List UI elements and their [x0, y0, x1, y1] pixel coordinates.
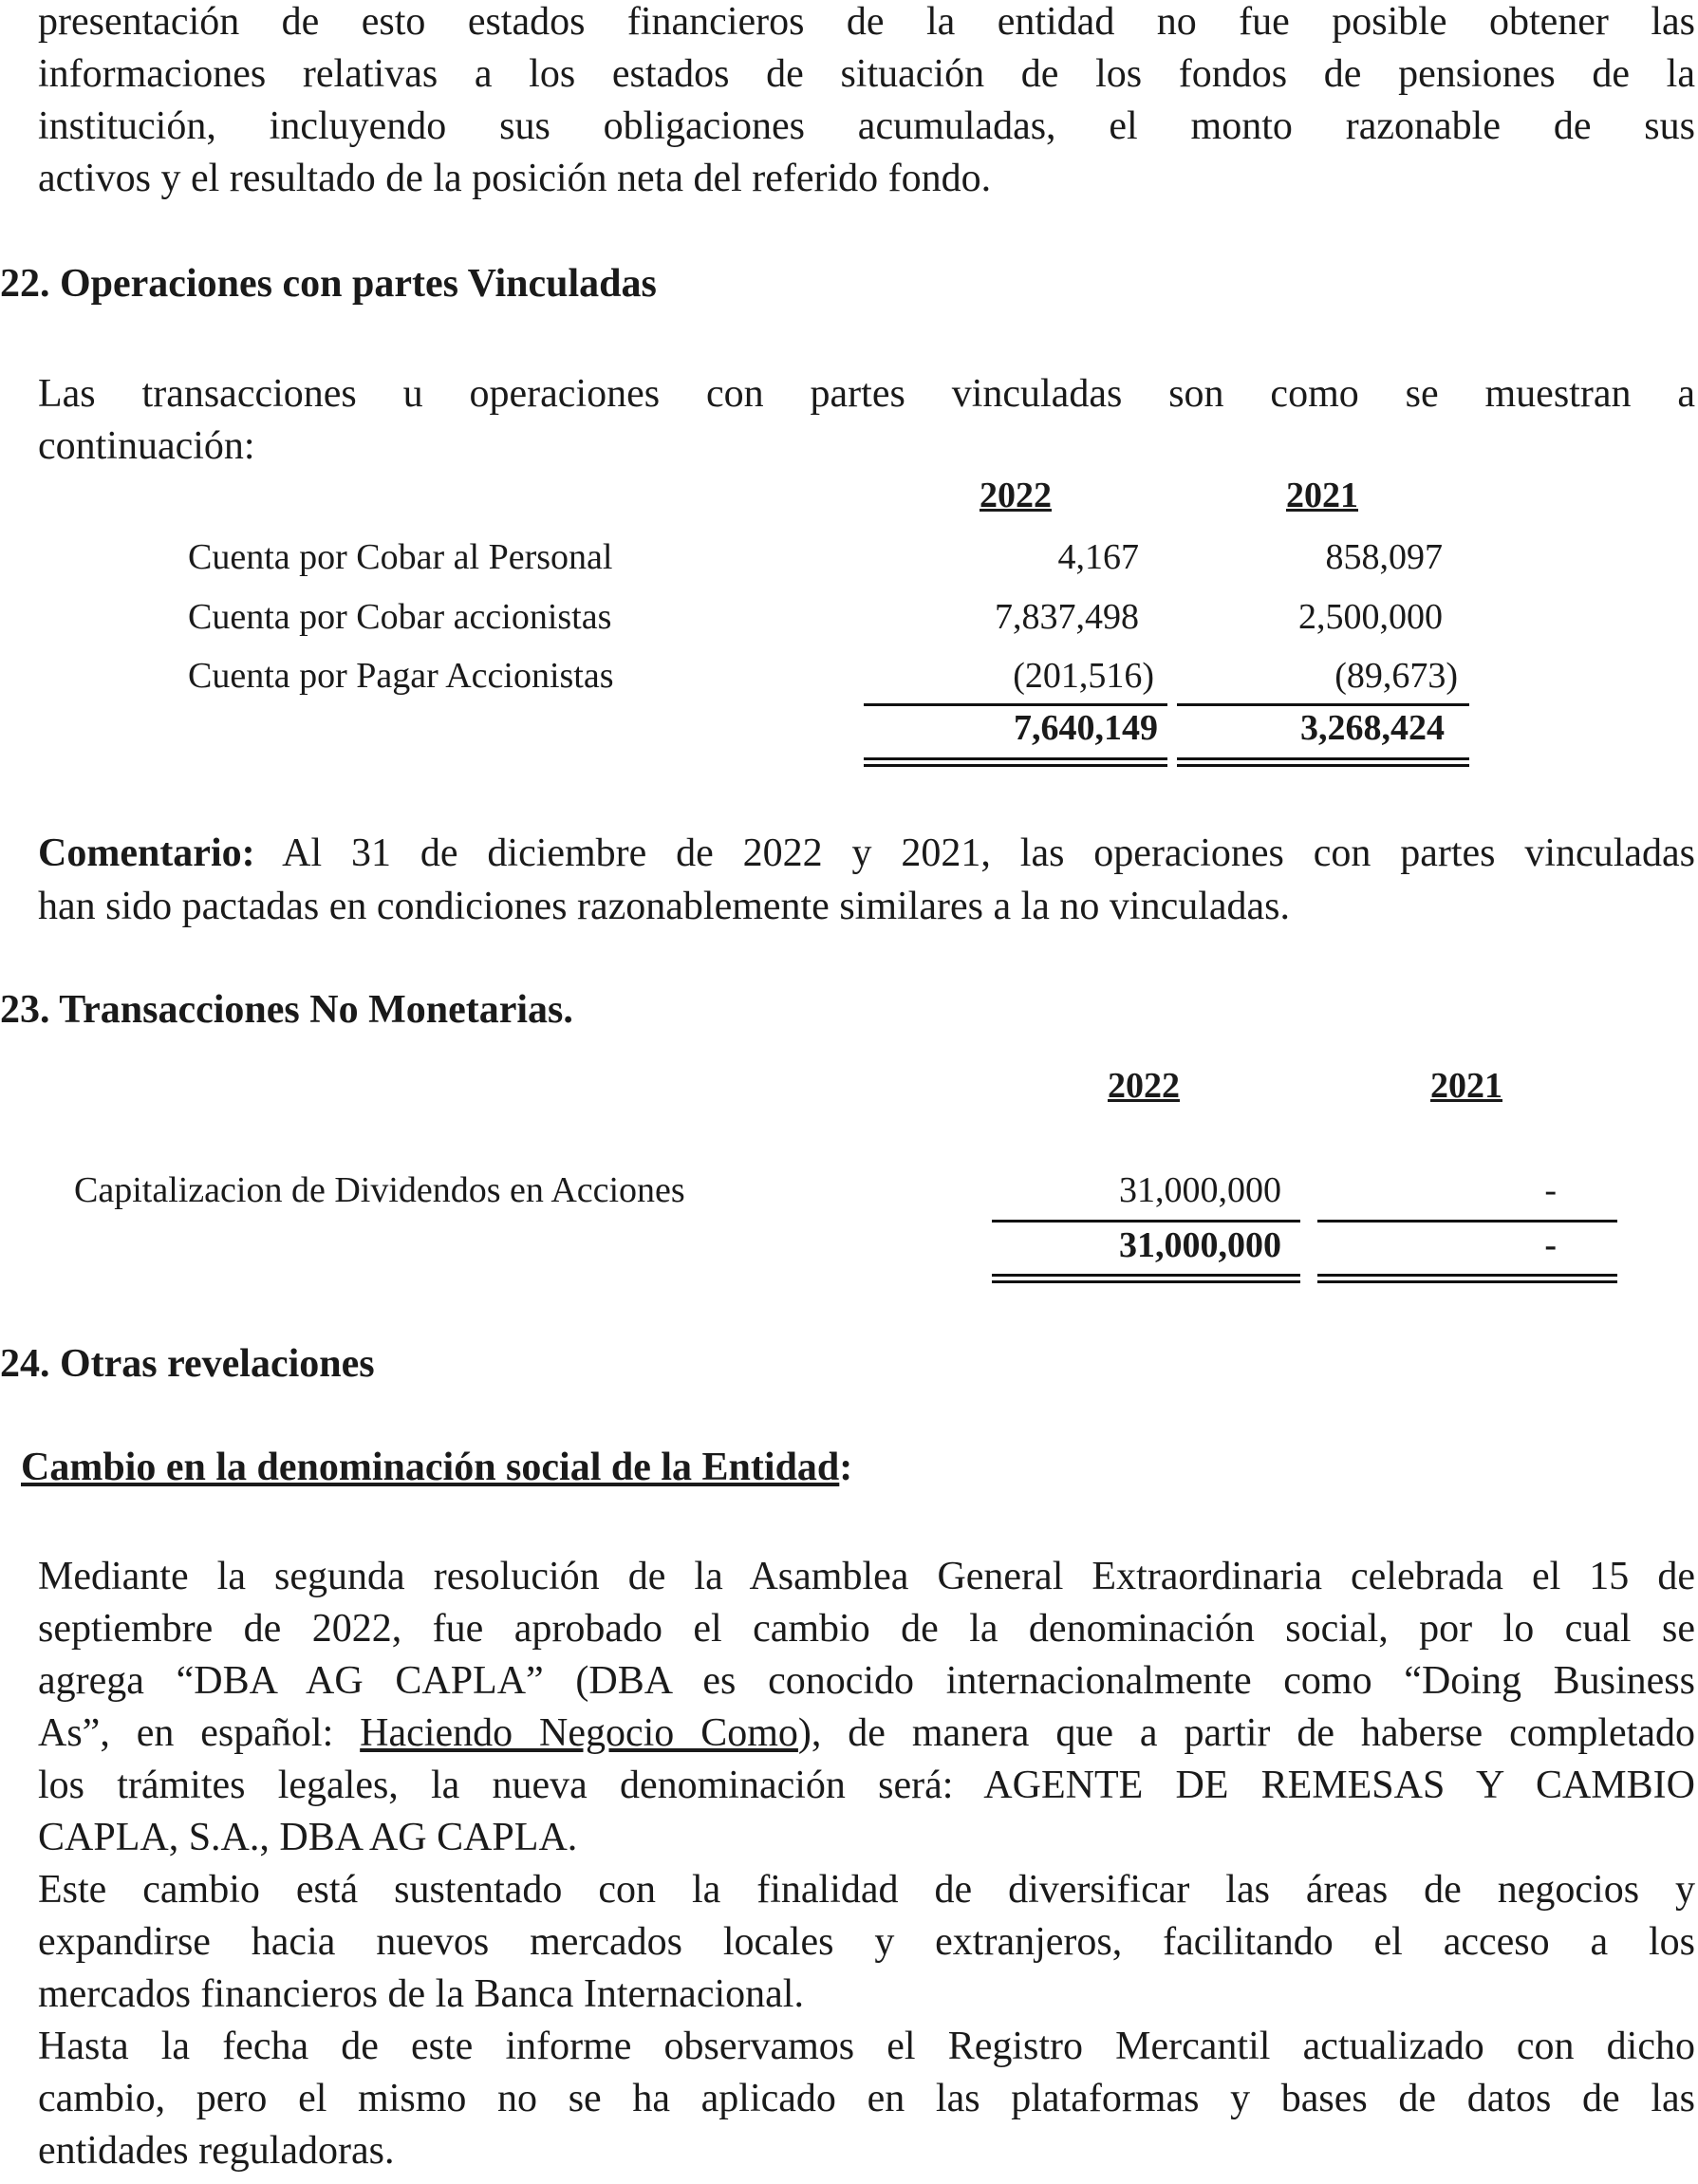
section-24-subtitle — [21, 1445, 852, 1490]
section-24-subtitle-text: Cambio en la denominación social de la Entidad — [21, 1446, 840, 1489]
p3-line-3: entidades reguladoras. — [38, 2129, 395, 2173]
s23-total-double-rule-2021 — [1317, 1274, 1617, 1283]
row-2021-capitalizacion: - — [1544, 1170, 1557, 1210]
p1-line-2: septiembre de 2022, fue aprobado el cambio de la denominación social, por lo cual se — [38, 1607, 1695, 1651]
comment-text: Al 31 de diciembre de 2022 y 2021, las operaciones con partes vinculadas — [254, 831, 1695, 875]
section-23-col-2021: 2021 — [1430, 1066, 1502, 1106]
section-23-col-2022: 2022 — [1108, 1066, 1180, 1106]
row-label-accionistas: Cuenta por Cobar accionistas — [188, 597, 612, 637]
section-22-col-2021: 2021 — [1286, 476, 1358, 515]
p1-line-5: los trámites legales, la nueva denominación será: AGENTE DE REMESAS Y CAMBIO — [38, 1764, 1695, 1807]
p3-line-1: Hasta la fecha de este informe observamos el Registro Mercantil actualizado con dicho — [38, 2025, 1695, 2068]
p1-line-1: Mediante la segunda resolución de la Asamblea General Extraordinaria celebrada el 15 de — [38, 1555, 1695, 1598]
subtotal-rule-2022 — [864, 703, 1167, 706]
row-2022-accionistas: 7,837,498 — [995, 597, 1139, 637]
comment-label: Comentario: — [38, 831, 255, 875]
total-2022: 7,640,149 — [1014, 708, 1158, 748]
section-22-col-2022: 2022 — [980, 476, 1052, 515]
row-label-capitalizacion: Capitalizacion de Dividendos en Acciones — [74, 1170, 685, 1210]
p2-line-1: Este cambio está sustentado con la finalidad de diversificar las áreas de negocios y — [38, 1868, 1695, 1912]
intro-line-3: institución, incluyendo sus obligaciones acumuladas, el monto razonable de sus — [38, 104, 1695, 148]
intro-line-1: presentación de esto estados financieros de la entidad no fue posible obtener las — [38, 0, 1695, 44]
section-22-intro-line-2: continuación: — [38, 424, 255, 468]
row-2021-pagar: (89,673) — [1334, 656, 1458, 696]
intro-line-4: activos y el resultado de la posición neta del referido fondo. — [38, 157, 992, 200]
section-22-intro-line-1: Las transacciones u operaciones con partes vinculadas son como se muestran a — [38, 372, 1695, 416]
section-23-title: 23. Transacciones No Monetarias. — [0, 988, 573, 1032]
row-label-personal: Cuenta por Cobar al Personal — [188, 537, 613, 577]
row-2021-personal: 858,097 — [1325, 537, 1443, 577]
s23-total-double-rule-2022 — [992, 1274, 1300, 1283]
intro-line-2: informaciones relativas a los estados de situación de los fondos de pensiones de la — [38, 52, 1695, 96]
total-double-rule-2022 — [864, 757, 1167, 767]
p1-line-4-b: ), de manera que a partir de haberse completado — [797, 1711, 1695, 1755]
total-2021: 3,268,424 — [1300, 708, 1445, 748]
section-22-title: 22. Operaciones con partes Vinculadas — [0, 262, 657, 306]
comment-line-2: han sido pactadas en condiciones razonablemente similares a la no vinculadas. — [38, 885, 1291, 928]
section-24-title: 24. Otras revelaciones — [0, 1342, 375, 1386]
row-2022-capitalizacion: 31,000,000 — [1119, 1170, 1281, 1210]
row-2022-personal: 4,167 — [1057, 537, 1139, 577]
p2-line-3: mercados financieros de la Banca Internacional. — [38, 1972, 804, 2016]
row-2022-pagar: (201,516) — [1013, 656, 1154, 696]
section-24-subtitle-colon: : — [839, 1446, 853, 1489]
total-double-rule-2021 — [1177, 757, 1469, 767]
s23-total-2022: 31,000,000 — [1119, 1225, 1281, 1265]
p1-line-4-a: As”, en español: — [38, 1711, 361, 1755]
p1-line-4 — [38, 1708, 1695, 1760]
s23-total-2021: - — [1544, 1225, 1557, 1265]
haciendo-negocio-como-text: Haciendo Negocio Como — [360, 1711, 798, 1755]
subtotal-rule-2021 — [1177, 703, 1469, 706]
p2-line-2: expandirse hacia nuevos mercados locales y extranjeros, facilitando el acceso a los — [38, 1920, 1695, 1964]
row-label-pagar: Cuenta por Pagar Accionistas — [188, 656, 614, 696]
p1-line-6: CAPLA, S.A., DBA AG CAPLA. — [38, 1816, 578, 1859]
s23-subtotal-rule-2022 — [992, 1220, 1300, 1223]
s23-subtotal-rule-2021 — [1317, 1220, 1617, 1223]
comment-line-1 — [38, 828, 1695, 880]
row-2021-accionistas: 2,500,000 — [1298, 597, 1443, 637]
p3-line-2: cambio, pero el mismo no se ha aplicado en las plataformas y bases de datos de las — [38, 2077, 1695, 2120]
p1-line-3: agrega “DBA AG CAPLA” (DBA es conocido internacionalmente como “Doing Business — [38, 1659, 1695, 1703]
